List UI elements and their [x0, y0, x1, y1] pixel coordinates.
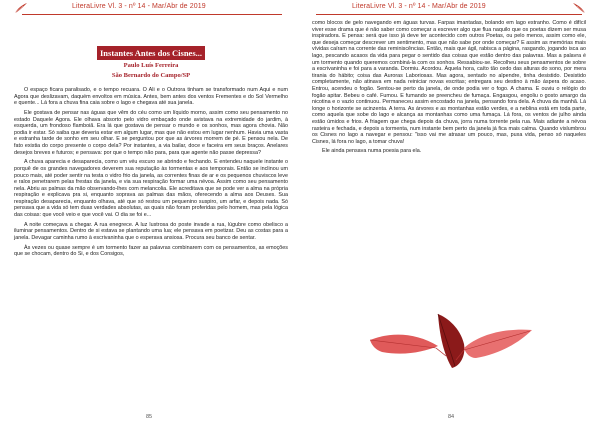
- paragraph: A chuva aparecia e desaparecia, como um véu escuro se abrindo e fechando. E entendeu naquele instante o porquê de os grandes navegadores deverem sua reputação às tormentas e aos temporais. Então se inclinou um pouco mais, até poder sentir na testa o vidro frio da janela, as correntes finas de ar e os pequenos chuviscos leve e ralos penetrarem pelas frestas da janela, e via sua respiração formar uma névoa. Assim como seu pensamento nela. Abriu as palmas da mão observando-lhes com melancolia. Ele acreditava que se pode ver a alma na própria respiração e explicava pra si, enquanto soprava as palmas das mãos, oferecendo a alma aos Deuses. Sua respiração desaparecia, enquanto olhava, até que só restou um pequenino suspiro, um arfar, e depois nada. Só pensava que a vida só tem duas verdades absolutas, as quais não foram proferidas pelo homem, mas pela lógica das coisas: que você veio e que você vai. O dia se foi e...: [14, 159, 288, 219]
- article-body-right: [310, 20, 588, 155]
- feather-dark: [438, 314, 464, 368]
- paragraph: Ele ainda pensava numa poesia para ela.: [322, 148, 422, 155]
- paragraph: como blocos de gelo navegando em águas turvas. Farpas imantadas, bolando em lago estranho. Como é difícil viver esse drama que é não saber como começar a escrever algo que flua naquilo que os poetas dizem ser musa inspiradora. E pensa: será que isso já deve ter acontecido com outros Poetas, ou pelo menos, assim como ele, que deseja começar descrever um sentimento, mas que não sabe por onde começar? E assim as memórias mais vívidas caíram na corrente das reminiscências. Então, mais que ágil, rabisca a página, rasgando, jogando isca ao lago, pescando acasos da vida para pegar o sentido das coisas que estão dentro das palavras. Mas a palavra é um tormento quando queremos combiná-la com os sonhos. Ressabiou-se. Recolheu seus pensamentos de sobre a escrivaninha e foi para a varanda. Dormiu. Acordou. Àquela hora, caíto tão cedo das alturas do sono, por mera tirania do hábito; coisa das Auroras Laboriosas. Mas agora, sentado no alpendre, tinha desistido. Desistido completamente, não atinava em nada reiniciar novas escritas; entregara seu destino à mão áspera do acaso. Entrou, acendeu o fogão. Sentou-se perto da janela, de onde podia ver o fogo. A chama. E ouviu o relógio do fogão apitar. Bebeu o café. Fumou. E fumando se preencheu de fumaça. Engasgou, engoliu o gosto amargo da nicotina e o vazio continuou. Permaneceu assim encostado na janela, pensando fora dela. A chuva da manhã. Lá longe o horizonte se acinzenta. A terra. As árvores e as montanhas estão verdes, e a neblina está em toda parte, como aquela que sobe do lago e alcança as montanhas como uma fumaça. Lá fora, os ventos de julho ainda estão úmidos e frios. A friagem que chega depois da chuva, jorra numa torrente pela rua. Mais adiante a névoa rasteira e fechada, e depois a tormenta, num instante bem perto da janela já fica mais calma. Quando vislumbrou os Cisnes no lago a navegar e pensou: "isso vai me atrasar um pouco, mas, puxa vida, penso só naqueles Cisnes, lá fora no lago, a tomar chuva!: [312, 20, 586, 145]
- header-rule: [22, 14, 282, 15]
- header-title: LiteraLivre Vl. 3 - nº 14 - Mar/Abr de 2019: [72, 3, 206, 10]
- page-header: [12, 0, 290, 20]
- author-location: São Bernardo do Campo/SP: [111, 72, 191, 79]
- page-header: [310, 0, 588, 20]
- paragraph: O espaço ficara paralisado, e o tempo recuara. O Ali e o Outrora tinham se transformado num Aqui e num Agora que deslizavam, daquém envoltos em música. Antes, bem antes dos ventos Frementes e do Sol Vermelho e quente... Lá fora a chuva fina caia sobre o lago e chegava até sua janela.: [14, 87, 288, 107]
- article-title: Instantes Antes dos Cisnes...: [97, 46, 205, 60]
- header-title: LiteraLivre Vl. 3 - nº 14 - Mar/Abr de 2019: [352, 3, 486, 10]
- feather-icon: [572, 2, 586, 14]
- feather-left: [370, 335, 446, 356]
- feather-icon: [14, 2, 28, 14]
- right-page: [300, 0, 600, 424]
- paragraph: Às vezes ou quase sempre é um tormento fazer as palavras combinarem com os pensamentos, as emoções que se chocam, dentro do Si, e dos Consigos,: [14, 244, 288, 258]
- paragraph: Ele gostava de pensar nas águas que vêm do céu como um líquido morno, assim como seu pensamento no estado Daquele Agora. Ele olhava absorto pelo vidro embaçado onde avistava na extremidade do jardim, à esquerda, um frondoso flamboiã. Era lá que gostava de pensar o mundo e os sonhos, mas agora chovia. Não podia ir estar. Só saiba que deveria estar em algum lugar, mas que não estou em lugar nenhum. Havia uma vasta e estranha tarde de sonho em seu olhar. E se perguntou por que as árvores morrem de pé. E pensou nela. De fato existia do corpo presente o corpo dela? Por instantes, a via bailar, doce e faceira em seus braços. Anelares desejos breves e futuros; e pensava: por que o tempo não para, para que agente não passe depressa?: [14, 109, 288, 156]
- page-number: 85: [146, 414, 153, 420]
- author-name: Paulo Luís Ferreira: [123, 62, 179, 69]
- header-rule: [316, 14, 582, 15]
- red-feathers-illustration: [360, 306, 540, 386]
- paragraph: A noite começava a chegar. A rua enegrece. A luz lustrosa do poste invade a rua, lúgubre como obelisco a iluminar pensamentos. Dentro de si estava se plantando uma lua; ele pensava em poetizar. Deu as costas para a janela. Devagar caminha rumo à escrivaninha que o esperava ansiosa. Procura seu banco de sentar.: [14, 221, 288, 242]
- article-body-left: [12, 87, 290, 258]
- feather-right: [456, 330, 532, 360]
- page-number: 84: [448, 414, 455, 420]
